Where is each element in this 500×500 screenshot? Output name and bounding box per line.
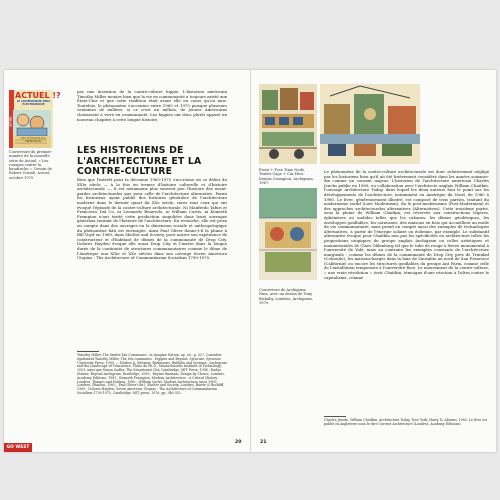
book-gutter <box>250 70 251 452</box>
body-text-right: Le phénomène de la contre-culture architecturale est donc relativement négligé par les historiens bien qu'il ait été brièvement considéré dans les années soixante-dix comme un courant majeur. L'historien de l'architecture américain Charles Jencks publie en 1969, en collaboration avec l'architecte anglais William Chaitkin, l'ouvrage Architecture Today, dans lequel les deux auteurs font le point sur les développements de l'architecture, notamment en Amérique du Nord, de 1960 à 1980. Le livre, généreusement illustré, est composé de trois parties, traitant du modernisme tardif (Late Modernism), du le post-modernisme (Post-Modernism) et des approches architecturales alternatives (Alternatives). Cette troisième partie, sous la plume de William Chaitkin, est réservée aux constructions légères, éphémères ou mobiles telles que les cabanes, les dômes géodésiques, les enveloppes gonflables, les caravanes, des maisons en bois qui accueillent un mode de vie communautaire, mais prend en compte aussi des exemples de technologies alternatives, à partir de l'énergie solaire ou éolienne, par exemple. Le substantif alternative évoque pour Chaitkin non pas les spécificités en architecture telles les propositions utopiques du groupe anglais Archigram ou celles artistiques et monumentales de Claes Oldenburg tel que le tube de rouge à lèvres monumental à l'université de Yale, mais au contraire les exemples constants de l'architecture marginale : comme les dômes de la communauté de Drop City près de Trinidad (Colorado), les maisons-barges dans la baie de Sausalito au nord de San Francisco (Californie) ou encore les structures gonflables du groupe Ant Farm, comme celle de l'installation temporaire à l'université Rice. Le mouvement de la contre-culture, « une vraie révolution » écrit Chaitkin, témoigne d'une réaction à l'ultra contre le capitalisme, comme <box>324 169 489 280</box>
page-number-right: 21 <box>260 440 267 445</box>
archigram-top-image-wide <box>320 84 420 164</box>
section-heading: LES HISTORIENS DE L'ARCHITECTURE ET LA CONTRE-CULTURE <box>77 145 202 177</box>
book-spread <box>4 70 496 452</box>
intro-paragraph: pas une invention de la contre-culture hippie. L'historien américain Timothy Miller montre bien que la vie en communauté a toujours existé aux États-Unis et que cette tradition était avant elle en cours qu'on nuis. Toutefois, le phénomène s'accentue entre 1965 et 1975 puisque plusieurs centaines de milliers, si ce n'est un million, de jeunes Américains choisissent à vivre en communauté. Les hippies ont donc plutôt apposé un nouveau chapitre à cette longue histoire. <box>77 89 227 122</box>
magazine-cover-banner: LE COMMUNISME SERA ELECTRONIQUE <box>16 100 51 106</box>
page-number-left: 20 <box>235 440 242 445</box>
archigram-top-image <box>259 84 317 164</box>
archigram-nine-cover-image <box>259 188 317 280</box>
magazine-cover-side-text: ACTUEL <box>9 116 13 127</box>
magazine-cover-caption: Couverture du premier numéro de la nouvelle série de Actuel, « Les rouages contre la baudruche ». Dessin de Robert Crumb. Actuel, octobre 1970. <box>9 150 52 180</box>
footnotes-right: Charles Jencks, William Chaitkin, Architecture Today, New York, Harry N. Abrams, 1982. Le livre est publié en Angleterre sous le titre Current Architecture (Londres, Academy Editions). <box>324 418 488 426</box>
top-image-caption: Front + Free Time Node, Trailer Cage + Car Hive, Dennis Crompton, Archigram, 1967. <box>259 168 314 185</box>
archigram-wide-illustration <box>320 84 420 164</box>
footnotes-left: Timothy Miller, The Sixties Era Communes : in Imagine Nation, op. cit., p. 327. Consulter également Timothy Miller, The 60s communes : Hippies and Beyond, Syracuse, Syracuse University Press, 1999. — Harbor A. Stetsner, Bathrooms, Bubbles and Systems : Archigram and the Landscape of Transience. Thèse de Ph.D., Massachusetts Institute of Technology, 2001, ainsi que Simon Sadler, The Situationist City, Cambridge, MIT Press, 1998 ; Hadas Steiner, Beyond Archigram, Routledge, 2009 ; Reyner Banham, Design by Choice, Londres, Academy Editions, 1981 ; Kenneth Frampton, Modern Architecture : A Critical History, Londres, Thames and Hudson, 1980 ; William Curtis, Modern Architecture since 1900, Londres, Phaidon, 1982 ; Paul Oliver (dir.), Shelter and Society, Londres, Barrie & Rockliff, 1969 ; Dolores Hayden, Seven American Utopias : The Architecture of Communitarian Socialism 1790-1975, Cambridge, MIT press, 1976, pp. 346-352. <box>77 353 227 395</box>
archigram-top-illustration <box>259 84 317 164</box>
magazine-cover-title: ACTUEL !? <box>15 91 61 100</box>
magazine-cover-bottom-text: TOUT LE POUVOIR AUX ORDINATEURS <box>20 137 46 143</box>
bottom-image-caption: Couverture de Archigram Nine, avec un dessin de Tony Rickaby. Londres, Archigram, 1970. <box>259 288 313 305</box>
section-tab: GO WEST <box>4 443 32 452</box>
body-text-left: Bien que l'intérêt pour la décennie 1965-1975 s'accroisse en ce début du XXIe siècle — à la fois en termes d'histoire culturelle et d'histoire architecturale —, il est néanmoins plus souvent peu l'histoire des avant-gardes architecturales que pour celle de l'architecture alternative. Parmi les historiens ayant publié des histoires générales de l'architecture moderne dans le dernier quart du XXe siècle, rares sont ceux qui ont évoqué l'épisode de la contre-culture architecturale. Ni Manfredo Tafuri et Francesco Dal Co, ni Leonardo Benevolo, ni William Curtis, ni Kenneth Frampton n'ont traité cette production singulière dans leurs ouvrages généraux traitant de l'histoire de l'architecture. En revanche, elle est prise en compte dans des ouvrages en la dimension sociale et anthropologique du phénomène bâti est envisagée. Ainsi Paul Oliver donne-t-il la plume à Bill Voyd en 1969, dans Shelter and Society, pour narrer son expérience de constructeur et d'habitant de dômes de la communauté de Drop City. Dolores Hayden évoque elle aussi Drop City et l'insère dans la longue durée de la continuité de structures communautaires comme le dôme de l'Amérique aux XIXe et XXe siècles dans son ouvrage Seven American Utopias : The Architecture of Communitarian Socialism 1790-1975. <box>77 177 227 261</box>
magazine-cover-image <box>9 90 61 148</box>
archigram-nine-illustration <box>259 188 317 280</box>
footnote-rule-right <box>324 416 346 417</box>
footnote-rule-left <box>77 351 99 352</box>
